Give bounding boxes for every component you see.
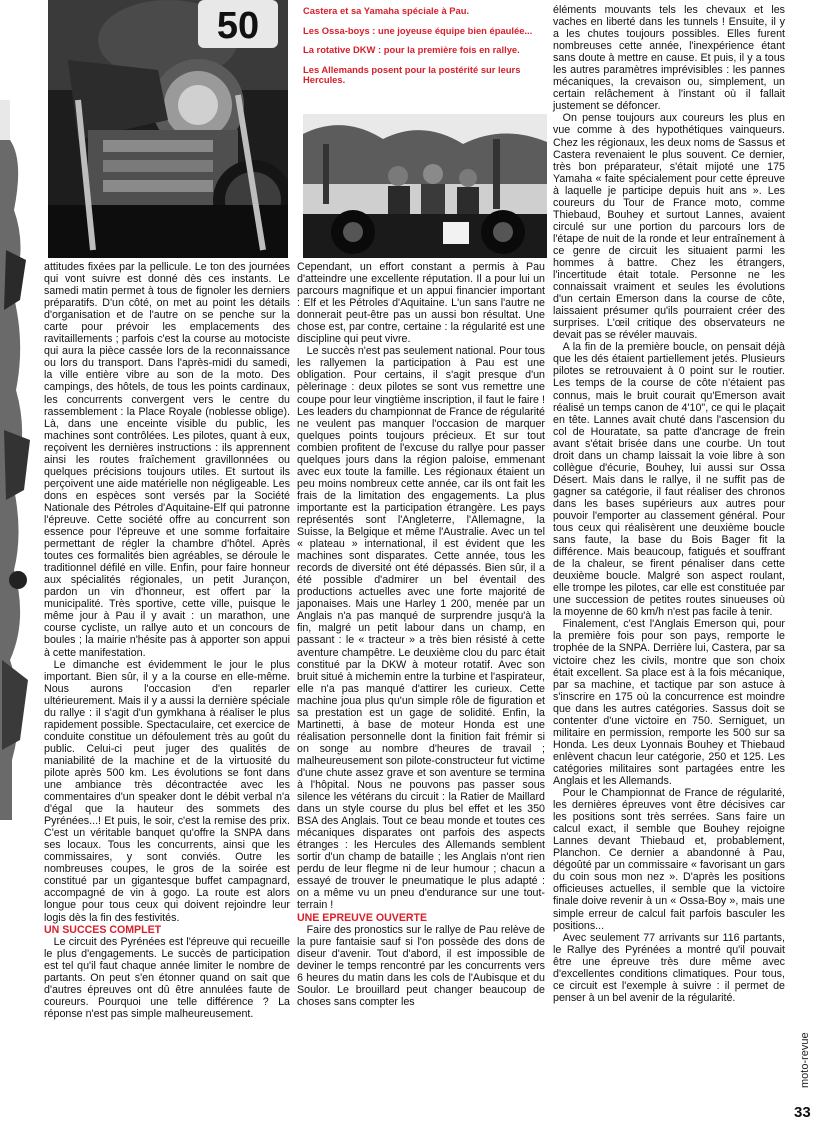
col3-paragraph: On pense toujours aux coureurs les plus en vue comme à des hypothétiques vainqueurs. Chez les régionaux, les deux noms de Sassus et Castera revenaient le plus souvent. Ce dernier, très bon préparateur, s'était mijoté une 175 Yamaha « faite spécialement pour cette épreuve à laquelle je participe depuis huit ans ». Les coureurs du Tour de France moto, comme Thiebaud, Bouhey et surtout Lannes, avaient circulé sur une portion du parcours lors de l'étape de nuit de la ronde et leur entraînement à ce genre de circuit les situaient parmi les hommes à battre. Chez les étrangers, l'incertitude était totale. Personne ne les connaissait vraiment et seules les évolutions d'un certain Emerson dans la course de côte, laissaient présumer qu'ils pourraient créer des surprises. L'œil critique des observateurs ne devait pas se révéler mauvais. <box>553 112 785 342</box>
col1-paragraph: Le dimanche est évidemment le jour le plus important. Bien sûr, il y a la course en elle-même. Nous aurons l'occasion d'en reparler ultérieurement. Mais il y a aussi la dernière spéciale du rallye : il s'agit d'un gymkhana à réaliser le plus rapidement possible. Spectaculaire, cet exercice de conduite constitue un défoulement très au goût du public. Celui-ci peut juger des qualités de maniabilité de la machine et de la virtuosité du pilote après 500 km. Les évolutions se font dans une ambiance très décontractée avec les commentaires d'un speaker dont le débit verbal n'a d'égal que la hauteur des sommets des Pyrénées...! Et puis, le soir, c'est la remise des prix. C'est un véritable banquet qu'offre la SNPA dans ses locaux. Tous les concurrents, ainsi que les commissaires, y sont conviés. Outre les nombreuses coupes, le gros de la soirée est constitué par un gigantesque buffet campagnard, accompagné de vin à gogo. La route est alors longue pour tous ceux qui doivent rejoindre leur logis dès la fin des festivités. <box>44 658 290 924</box>
adjacent-page-photo-strip <box>0 100 34 820</box>
col1-paragraph: attitudes fixées par la pellicule. Le ton des journées qui vont suivre est donné dès ces instants. Le samedi matin permet à tous de fignoler les derniers préparatifs. D'un côté, on met au point les détails d'organisation et de l'autre on se penche sur la carte pour prévoir les emplacements des ravitaillements ; parfois c'est la course au motociste qui aura la pièce cassée lors de la reconnaissance ou lors du transport. Dans l'après-midi du samedi, la ville entière vibre au son de la moto. Des campings, des hôtels, de tous les points cardinaux, les concurrents convergent vers le centre du rassemblement : la Place Royale (noblesse oblige). Là, dans une enceinte visible du public, les machines sont contrôlées. Les pilotes, quant à eux, reçoivent les dernières instructions : ils apprennent ainsi les routes fraîchement gravillonnées ou quelques précisions toujours utiles. Et surtout ils perçoivent une aide matérielle non négligeable. Les dons en espèces sont versés par la Société Nationale des Pétroles d'Aquitaine-Elf qui patronne l'épreuve. Cette société offre au concurrent son essence pour l'épreuve et une somme forfaitaire permettant de régler la chambre d'hôtel. Après toutes ces formalités bien agréables, se déroule le traditionnel défilé en ville. Enfin, pour faire honneur aux spécialités régionales, un petit Jurançon, pardon un vin d'honneur, est offert par la municipalité. Très sportive, cette ville, puisque le même jour à Pau il y avait : un marathon, une course cycliste, un rallye auto et un concours de boules ; la mairie n'hésite pas à apporter son appui à cette manifestation. <box>44 261 290 659</box>
col3-paragraph: Avec seulement 77 arrivants sur 116 partants, le Rallye des Pyrénées a montré qu'il pouvait être une épreuve très dure même avec d'excellentes conditions climatiques. Pour tous, ce circuit est l'exemple à suivre : il permet de penser à un bel avenir de la régularité. <box>553 931 785 1004</box>
magazine-sidebar-label <box>788 1030 818 1090</box>
col2-paragraph: Cependant, un effort constant a permis à Pau d'atteindre une excellente réputation. Il a pour lui un parcours magnifique et un appui financier important : Elf et les Pétroles d'Aquitaine. L'un sans l'autre ne donnerait peut-être pas un aussi bon résultat. Une chose est, par contre, certaine : la régularité est une discipline qui peut vivre. <box>297 261 545 346</box>
photo-riders-group <box>303 114 547 258</box>
photo-captions <box>303 6 547 95</box>
caption-allemands: Les Allemands posent pour la postérité sur leurs Hercules. <box>303 63 521 86</box>
section-heading-succes: UN SUCCES COMPLET <box>44 923 162 936</box>
magazine-name: moto-revue <box>799 1032 811 1088</box>
col3-paragraph: éléments mouvants tels les chevaux et les vaches en liberté dans les tunnels ! Ensuite, il y a les chutes toujours possibles. Elles furent nombreuses cette année, l'inexpérience étant sans doute à mettre en cause. Et puis, il y a tous les autres paramètres imprévisibles : les pannes mécaniques, la crevaison ou, simplement, un certain relâchement à l'instant où il fallait justement se défoncer. <box>553 4 785 113</box>
caption-yamaha: Castera et sa Yamaha spéciale à Pau. <box>303 5 470 16</box>
page-number: 33 <box>794 1104 811 1121</box>
caption-ossa-boys: Les Ossa-boys : une joyeuse équipe bien épaulée... <box>303 24 533 36</box>
article-column-3 <box>553 4 785 1004</box>
caption-dkw: La rotative DKW : pour la première fois en rallye. <box>303 44 520 56</box>
race-number-plate: 50 <box>216 5 260 47</box>
col3-paragraph: Pour le Championnat de France de régularité, les dernières épreuves vont être décisives car les positions sont très serrées. Sans faire un calcul exact, il semble que Bouhey rejoigne Lannes devant Thiebaud et, probablement, Planchon. Ce dernier a abandonné à Pau, dégoûté par un commissaire « favorisant un gars du coin sous mon nez ». D'après les positions officieuses actuelles, il semble que la victoire finale doive revenir à un « Ossa-Boy », mais une simple erreur de calcul fait parfois basculer les positions... <box>553 787 785 932</box>
col2-paragraph: Faire des pronostics sur le rallye de Pau relève de la pure fantaisie sauf si l'on possède des dons de diseur d'avenir. Tout d'abord, il est impossible de deviner le temps rencontré par les concurrents vers 6 heures du matin dans les cols de l'Aubisque et du Soulor. Le brouillard peut changer beaucoup de choses sans compter les <box>297 924 545 1009</box>
col2-paragraph: Le succès n'est pas seulement national. Pour tous les rallyemen la participation à Pau est une obligation. Pour certains, il s'agit presque d'un pèlerinage : deux pilotes se sont vus remettre une coupe pour leur vingtième inscription, il faut le faire ! Les leaders du championnat de France de régularité ne veulent pas manquer l'occasion de marquer quelques points toujours précieux. Et sur tout combien profitent de l'excuse du rallye pour passer quelques jours dans la région paloise, emmenant avec eux toute la famille. Les régionaux étaient un peu moins nombreux cette année, car ils ont fait les frais de la limitation des engagements. La plus importante est la participation étrangère. Les pays représentés sont l'Angleterre, l'Allemagne, la Suisse, la Belgique et même l'Australie. Avec un tel « plateau » international, il est évident que les machines sont disparates. Cette année, tous les records de diversité ont été dépassés. Bien sûr, il a été possible d'admirer un bel éventail des productions actuelles avec une forte majorité de japonaises. Mais une Harley 1 200, menée par un Anglais n'a pas manqué de surprendre jusqu'à la fin, malgré un petit labour dans un champ, en passant : le « tracteur » a très bien résisté à cette aventure champêtre. Le deuxième clou du parc était constitué par la DKW à moteur rotatif. Avec son bruit situé à michemin entre la turbine et l'aspirateur, elle n'a pas manqué d'attirer les curieux. Cette machine joua plus qu'un simple rôle de figuration et sa prestation est un gage de solidité. Enfin, la Martinetti, à base de moteur Honda est une réalisation personnelle dont la finition fait frémir si on songe au nombre d'heures de travail ; malheureusement son pilote-constructeur fut victime d'une chute assez grave et son aventure se termina à l'hôpital. Nous ne pouvons pas passer sous silence les vétérans du circuit : la Ratier de Maillard dans un style course du plus bel effet et les 350 BSA des Anglais. Tout ce beau monde et toutes ces mécaniques disparates ont parfois des aspects étranges : les Hercules des Allemands semblent sortir d'un champ de bataille ; les Anglais n'ont rien perdu de leur flegme ni de leur humour ; chacun a essayé de trouver le pneumatique le plus adapté : on a même vu un pneu d'endurance sur une tout-terrain ! <box>297 345 545 912</box>
photo-yamaha-motorcycle <box>48 0 288 258</box>
col3-paragraph: A la fin de la première boucle, on pensait déjà que les dés étaient partiellement jetés. Plusieurs pilotes se retrouvaient à 0 point sur le routier. Les temps de la course de côte n'étaient pas connus, mais le bruit courait qu'Emerson avait réalisé un temps canon de 4'10", ce qui le plaçait en tête. Lannes avait chuté dans l'ascension du col de Houratate, sa patte d'ancrage de frein avant s'était brisée dans une courbe. Un tout droit dans un champ laissait la voie libre à son collègue d'écurie, Bouhey, lui aussi sur Ossa Désert. Mais dans le rallye, il ne suffit pas de gagner sa catégorie, il faut réaliser des chronos dans les bases supérieurs aux autres pour pouvoir l'emporter au classement général. Pour tous ceux qui réalisèrent une deuxième boucle sans faute, la base du Bois Bager fit la différence. Mais beaucoup, fatigués et souffrant de la chaleur, se firent pénaliser dans cette deuxième boucle. Malgré son aspect roulant, elle trompe les pilotes, car elle est constituée par une succession de petites routes sinueuses où la moyenne de 60 km/h n'est pas facile à tenir. <box>553 341 785 619</box>
article-column-2 <box>297 261 545 1008</box>
col3-paragraph: Finalement, c'est l'Anglais Emerson qui, pour la première fois pour son pays, remporte le trophée de la SNPA. Derrière lui, Castera, par sa victoire chez les civils, montre que son choix était excellent. Sa place est à la fois mécanique, par sa machine, et tactique par son astuce à s'inscrire en 175 où la concurrence est moindre que dans les autres catégories. Sassus doit se contenter d'une victoire en 750. Serniguet, un militaire en permission, remporte les 500 sur sa Honda. Les deux Lyonnais Bouhey et Thiebaud enlèvent chacun leur catégorie, 250 et 125. Les catégories militaires sont partagées entre les Anglais et les Allemands. <box>553 618 785 787</box>
section-heading-epreuve: UNE EPREUVE OUVERTE <box>297 911 428 924</box>
col1-paragraph: Le circuit des Pyrénées est l'épreuve qui recueille le plus d'engagements. Le succès de participation est tel qu'il faut chaque année limiter le nombre de partants. On peut s'en étonner quand on sait que d'autres épreuves ont dû être annulées faute de coureurs. Pourquoi une telle différence ? La réponse n'est pas simple malheureusement. <box>44 936 290 1021</box>
article-column-1 <box>44 261 290 1020</box>
